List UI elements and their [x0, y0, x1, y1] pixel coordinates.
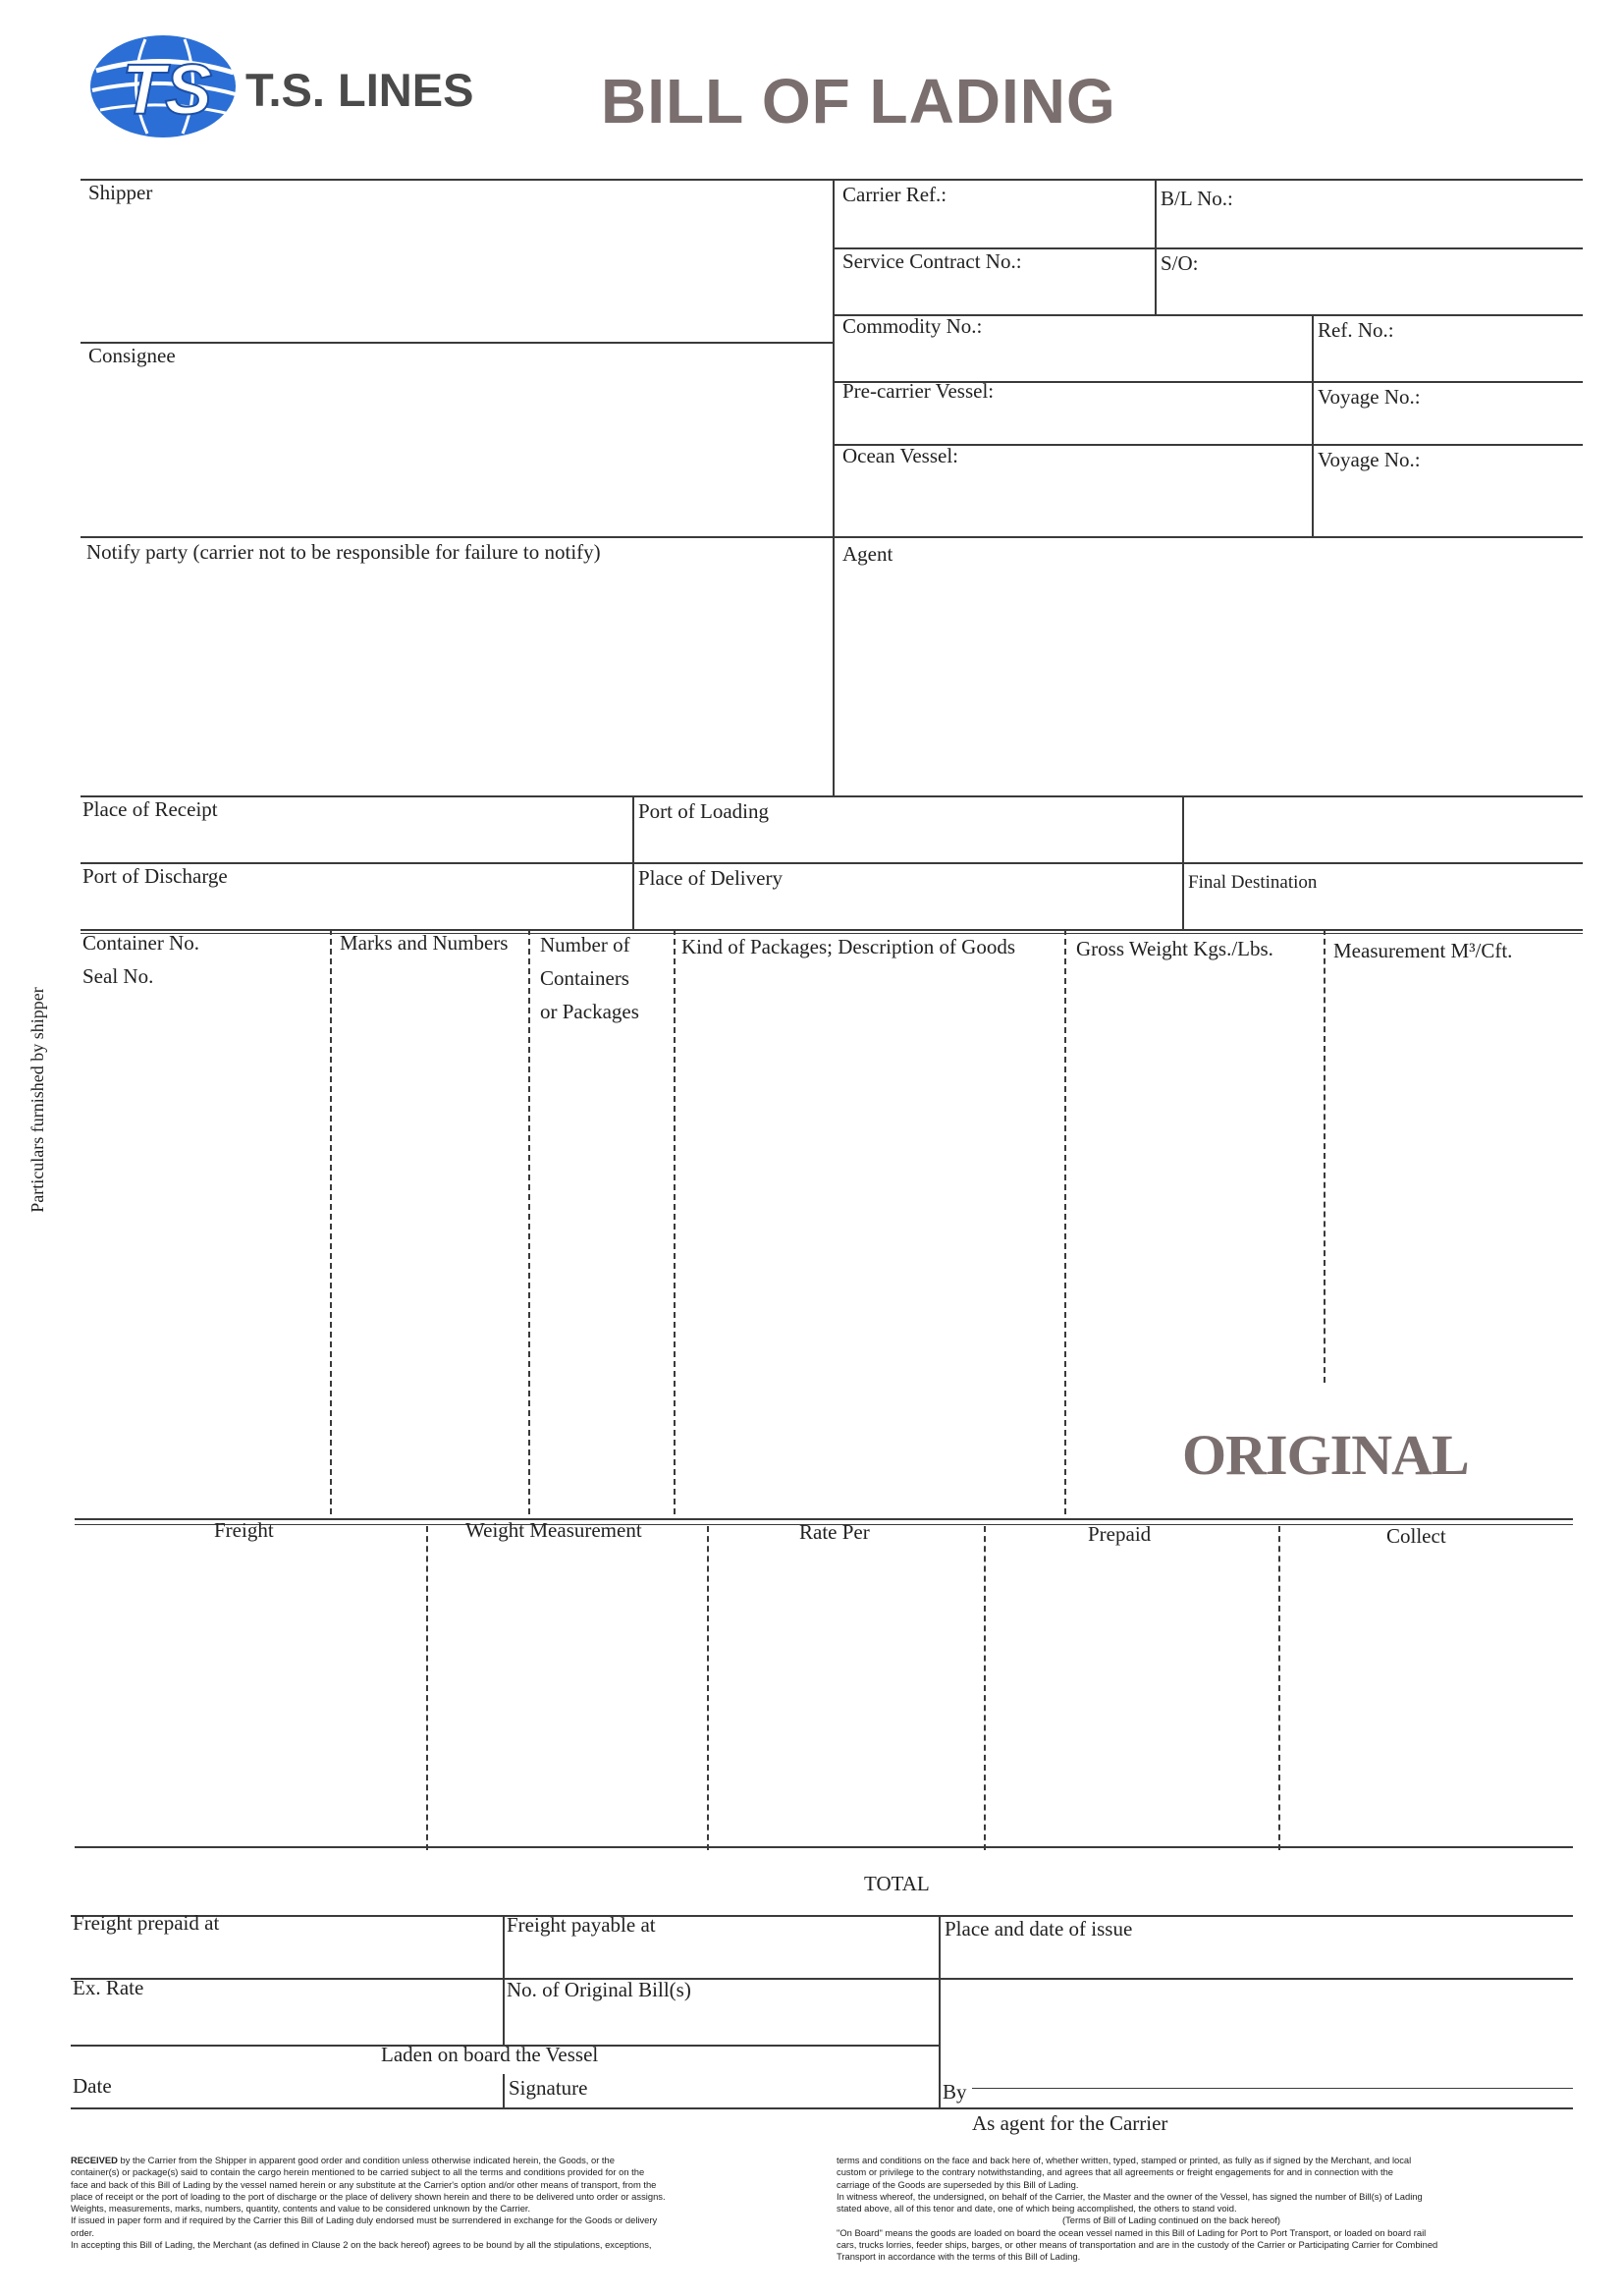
terms-left-line-2: container(s) or package(s) said to contain the cargo herein mentioned to be carried subject to all the terms and conditions provided for on the — [71, 2166, 645, 2178]
collect-label: Collect — [1386, 1524, 1446, 1548]
consignee-label: Consignee — [88, 344, 176, 367]
no-original-bills-label: No. of Original Bill(s) — [507, 1978, 691, 2001]
terms-right-line-5: stated above, all of this tenor and date, one of which being accomplished, the others to stand void. — [837, 2203, 1237, 2214]
original-stamp: ORIGINAL — [1182, 1423, 1469, 1487]
freight-label: Freight — [214, 1518, 274, 1542]
svg-text:TS: TS — [122, 51, 213, 130]
shipper-label: Shipper — [88, 181, 153, 204]
commodity-no-label: Commodity No.: — [842, 314, 983, 338]
by-label: By — [943, 2080, 967, 2104]
terms-left — [71, 2155, 837, 2251]
weight-measurement-label: Weight Measurement — [465, 1518, 642, 1542]
service-contract-label: Service Contract No.: — [842, 249, 1022, 273]
terms-left-line-3: face and back of this Bill of Lading by the vessel named herein or any substitute at the Carrier's option and/or other means of transport, from the — [71, 2178, 657, 2190]
seal-no-label: Seal No. — [82, 964, 154, 988]
terms-left-line-6: If issued in paper form and if required by the Carrier this Bill of Lading duly endorsed must be surrendered in exchange for the Goods or delivery — [71, 2214, 658, 2226]
port-of-loading-label: Port of Loading — [638, 799, 769, 823]
terms-right — [837, 2155, 1583, 2264]
prepaid-label: Prepaid — [1088, 1522, 1152, 1546]
gross-weight-label: Gross Weight Kgs./Lbs. — [1076, 937, 1273, 960]
terms-left-line-7: order. — [71, 2226, 94, 2238]
so-label: S/O: — [1161, 251, 1199, 275]
terms-right-line-9: Transport in accordance with the terms of this Bill of Lading. — [837, 2251, 1081, 2263]
pre-carrier-vessel-label: Pre-carrier Vessel: — [842, 379, 995, 403]
number-of-label-3: or Packages — [540, 1000, 639, 1023]
measurement-label: Measurement M³/Cft. — [1333, 939, 1513, 962]
number-of-label-2: Containers — [540, 966, 629, 990]
total-label: TOTAL — [864, 1872, 930, 1895]
agent-label: Agent — [842, 542, 893, 566]
terms-right-line-4: In witness whereof, the undersigned, on behalf of the Carrier, the Master and the owner of the Vessel, has signed the number of Bill(s) of Lading — [837, 2190, 1423, 2202]
voyage-no-2-label: Voyage No.: — [1318, 448, 1421, 471]
terms-right-line-3: carriage of the Goods are superseded by this Bill of Lading. — [837, 2178, 1079, 2190]
terms-right-line-7: "On Board" means the goods are loaded on board the ocean vessel named in this Bill of Lading for Port to Port Transport, or loaded on board rail — [837, 2226, 1427, 2238]
side-label: Particulars furnished by shipper — [27, 987, 47, 1213]
company-logo — [86, 31, 240, 141]
rate-per-label: Rate Per — [799, 1520, 870, 1544]
date-label: Date — [73, 2074, 112, 2098]
freight-prepaid-at-label: Freight prepaid at — [73, 1911, 220, 1935]
terms-right-line-6: (Terms of Bill of Lading continued on the back hereof) — [1062, 2214, 1280, 2226]
voyage-no-1-label: Voyage No.: — [1318, 385, 1421, 409]
terms-right-line-8: cars, trucks lorries, feeder ships, barges, or other means of transportation and are in the custody of the Carrier or Participating Carrier for Combined — [837, 2239, 1438, 2251]
place-date-issue-label: Place and date of issue — [945, 1917, 1133, 1941]
place-of-delivery-label: Place of Delivery — [638, 866, 783, 890]
carrier-ref-label: Carrier Ref.: — [842, 183, 947, 206]
ref-no-label: Ref. No.: — [1318, 318, 1394, 342]
ocean-vessel-label: Ocean Vessel: — [842, 444, 958, 467]
bl-no-label: B/L No.: — [1161, 187, 1233, 210]
notify-party-label: Notify party (carrier not to be responsible for failure to notify) — [86, 540, 601, 564]
terms-left-line-5: Weights, measurements, marks, numbers, quantity, contents and value to be considered unknown by the Carrier. — [71, 2203, 531, 2214]
terms-left-line-4: place of receipt or the port of loading to the port of discharge or the place of delivery shown herein and there to be delivered unto order or assigns. — [71, 2190, 666, 2202]
company-name: T.S. LINES — [245, 64, 474, 116]
ex-rate-label: Ex. Rate — [73, 1976, 144, 1999]
freight-payable-at-label: Freight payable at — [507, 1913, 656, 1937]
kind-of-packages-label: Kind of Packages; Description of Goods — [681, 935, 1016, 958]
received-lead: RECEIVED — [71, 2155, 118, 2165]
document-title: BILL OF LADING — [601, 66, 1116, 137]
laden-on-board-label: Laden on board the Vessel — [381, 2043, 599, 2066]
container-no-label: Container No. — [82, 931, 199, 955]
signature-label: Signature — [509, 2076, 588, 2100]
number-of-label-1: Number of — [540, 933, 630, 957]
place-of-receipt-label: Place of Receipt — [82, 797, 218, 821]
as-agent-label: As agent for the Carrier — [972, 2111, 1168, 2135]
port-of-discharge-label: Port of Discharge — [82, 864, 228, 888]
ts-globe-icon — [86, 31, 240, 141]
terms-right-line-1: terms and conditions on the face and back here of, whether written, typed, stamped or printed, as fully as if signed by the Merchant, and local — [837, 2155, 1412, 2165]
final-destination-label: Final Destination — [1188, 872, 1318, 893]
terms-right-line-2: custom or privilege to the contrary notwithstanding, and agrees that all agreements or freight engagements for and in connection with the — [837, 2166, 1393, 2178]
terms-left-line-1: by the Carrier from the Shipper in apparent good order and condition unless otherwise indicated herein, the Goods, or the — [117, 2155, 615, 2165]
marks-numbers-label: Marks and Numbers — [340, 931, 509, 955]
terms-left-line-8: In accepting this Bill of Lading, the Merchant (as defined in Clause 2 on the back hereof) agrees to be bound by all the stipulations, exceptions, — [71, 2239, 652, 2251]
